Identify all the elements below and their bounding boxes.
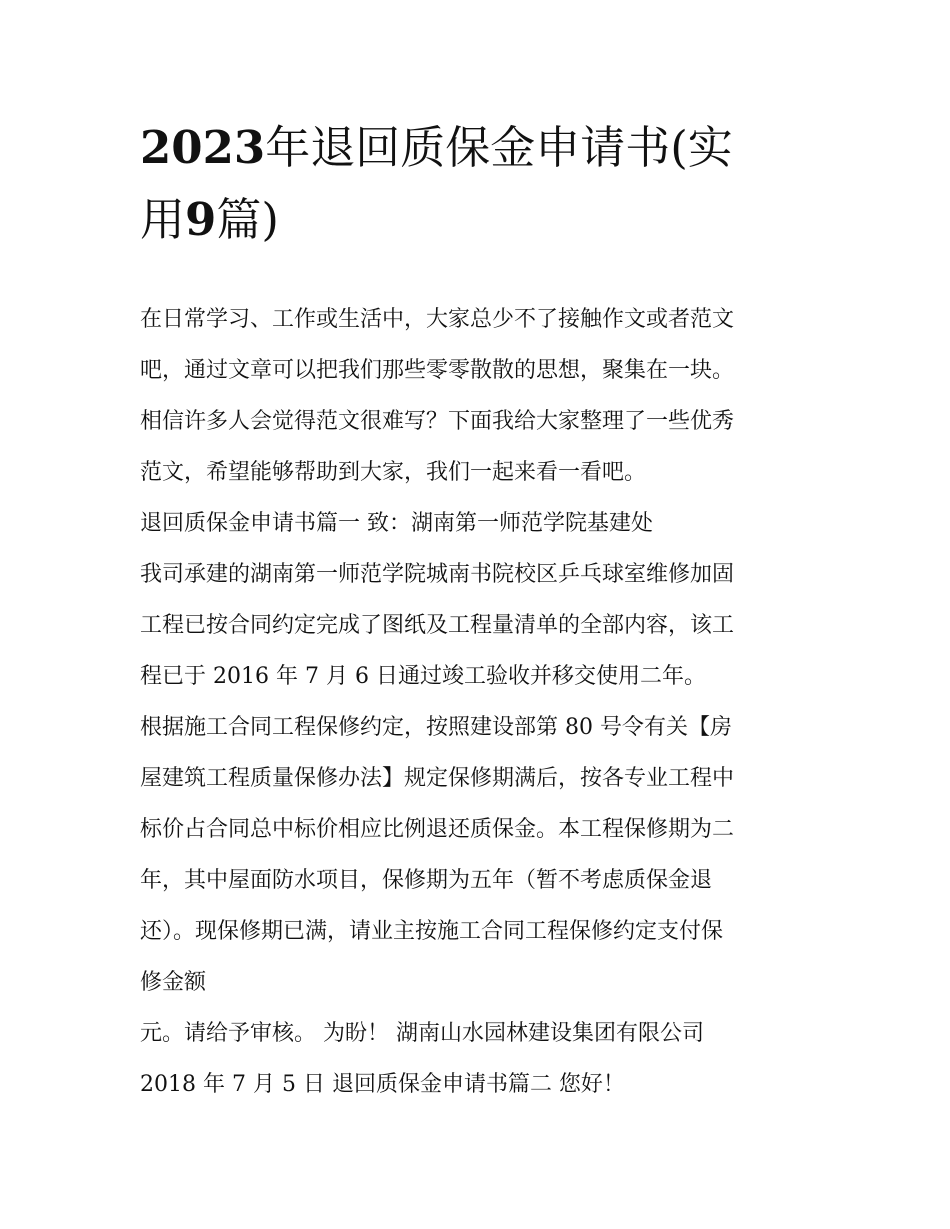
text-line: 我司承建的湖南第一师范学院城南书院校区乒乓球室维修加固 xyxy=(140,562,735,587)
document-title xyxy=(140,112,820,256)
paragraph-intro xyxy=(140,294,820,498)
text-line: 吧，通过文章可以把我们那些零零散散的思想，聚集在一块。 xyxy=(140,358,735,383)
text-line: 相信许多人会觉得范文很难写？下面我给大家整理了一些优秀 xyxy=(140,409,735,434)
text-line: 2018 年 7 月 5 日 退回质保金申请书篇二 您好！ xyxy=(140,1072,625,1097)
text-line: 年，其中屋面防水项目，保修期为五年（暂不考虑质保金退 xyxy=(140,868,713,893)
paragraph-heading-one xyxy=(140,498,820,549)
text-line: 范文，希望能够帮助到大家，我们一起来看一看吧。 xyxy=(140,460,647,485)
title-line-2-suffix: 篇) xyxy=(216,193,279,246)
title-line-1 xyxy=(140,112,820,184)
text-line: 元。请给予审核。 为盼！ 湖南山水园林建设集团有限公司 xyxy=(140,1021,704,1046)
document-body xyxy=(140,294,820,1110)
text-line: 在日常学习、工作或生活中，大家总少不了接触作文或者范文 xyxy=(140,307,735,332)
paragraph-date xyxy=(140,1059,820,1110)
paragraph-project xyxy=(140,549,820,702)
title-line-2 xyxy=(140,184,820,256)
text-line: 还）。现保修期已满，请业主按施工合同工程保修约定支付保 xyxy=(140,919,724,944)
paragraph-warranty xyxy=(140,702,820,1008)
title-line-1-text: 年退回质保金申请书(实 xyxy=(265,121,733,174)
text-line: 工程已按合同约定完成了图纸及工程量清单的全部内容，该工 xyxy=(140,613,735,638)
text-line: 标价占合同总中标价相应比例退还质保金。本工程保修期为二 xyxy=(140,817,735,842)
title-count: 9 xyxy=(185,193,217,246)
document-page xyxy=(140,112,820,1110)
text-line: 屋建筑工程质量保修办法】规定保修期满后，按各专业工程中 xyxy=(140,766,735,791)
text-line: 退回质保金申请书篇一 致：湖南第一师范学院基建处 xyxy=(140,511,653,536)
title-year: 2023 xyxy=(140,121,266,174)
text-line: 根据施工合同工程保修约定，按照建设部第 80 号令有关【房 xyxy=(140,715,732,740)
text-line: 修金额 xyxy=(140,970,207,995)
text-line: 程已于 2016 年 7 月 6 日通过竣工验收并移交使用二年。 xyxy=(140,664,706,689)
paragraph-closing xyxy=(140,1008,820,1059)
title-line-2-prefix: 用 xyxy=(140,193,186,246)
